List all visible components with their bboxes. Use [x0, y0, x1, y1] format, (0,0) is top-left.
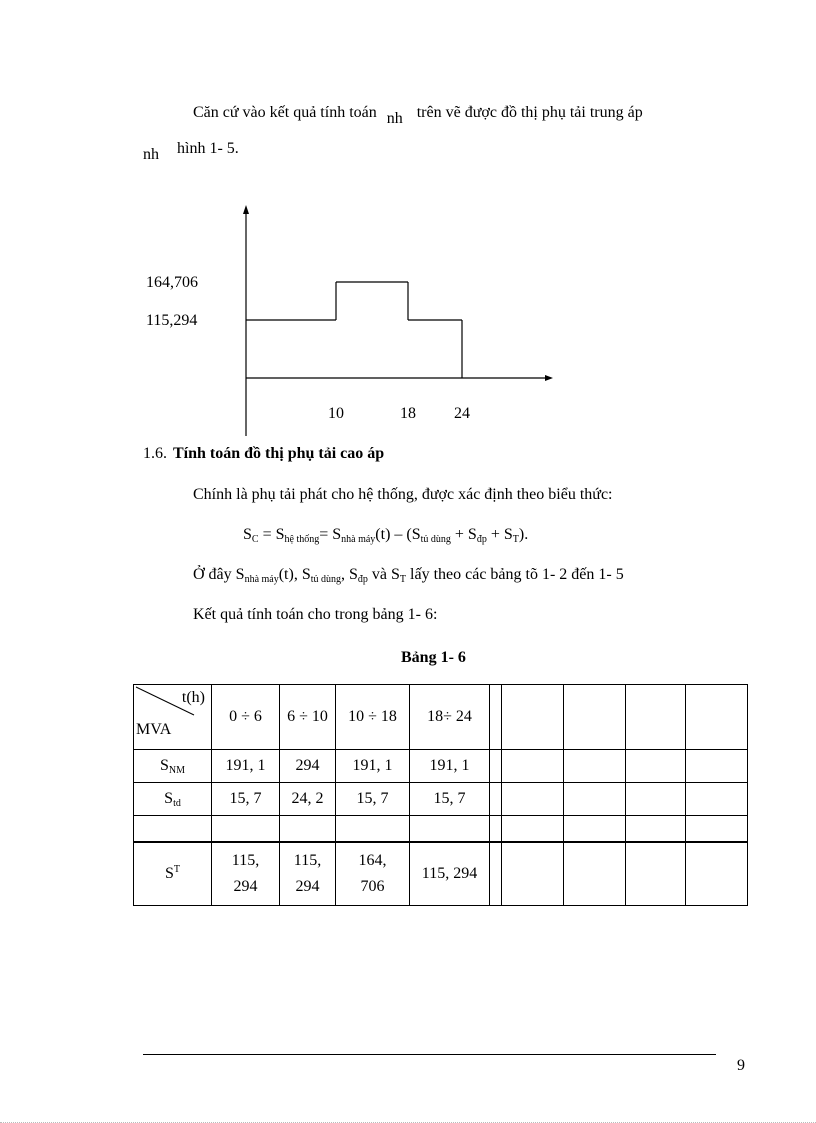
page-number: 9: [737, 1057, 745, 1074]
row-label-s: S: [164, 864, 174, 882]
y-axis-arrow: [243, 205, 249, 214]
table-cell: 15, 7: [410, 783, 490, 816]
empty-cell: [564, 816, 626, 842]
header-col-0: 0 ÷ 6: [212, 685, 280, 750]
section-heading: [143, 445, 384, 463]
empty-cell: [626, 685, 686, 750]
x-tick-label-1: 18: [400, 405, 416, 422]
cell-line-2: 706: [360, 877, 385, 895]
empty-cell: [490, 816, 502, 842]
empty-cell: [626, 816, 686, 842]
empty-cell: [564, 750, 626, 783]
empty-cell: [212, 816, 280, 842]
empty-cell: [626, 750, 686, 783]
table-cell: [212, 842, 280, 906]
section-number: 1.6.: [143, 445, 167, 462]
header-col-1: 6 ÷ 10: [280, 685, 336, 750]
empty-cell: [564, 685, 626, 750]
cell-line-1: 164,: [358, 851, 387, 869]
table-cell: 191, 1: [212, 750, 280, 783]
empty-cell: [336, 816, 410, 842]
cell-line-2: 294: [233, 877, 258, 895]
formula-s: S: [243, 526, 252, 543]
paragraph-1: Chính là phụ tải phát cho hệ thống, được xác định theo biểu thức:: [193, 486, 613, 503]
load-table: [133, 684, 748, 906]
empty-cell: [502, 685, 564, 750]
formula-part-1: = S: [258, 526, 285, 543]
row-label-s: S: [159, 757, 169, 774]
para2-a: Ở đây S: [193, 566, 245, 583]
empty-cell: [280, 816, 336, 842]
empty-cell: [490, 842, 502, 906]
header-mva-label: MVA: [136, 721, 172, 738]
table-cell: 15, 7: [336, 783, 410, 816]
row-label-s: S: [164, 790, 174, 807]
table-cell: 191, 1: [336, 750, 410, 783]
table-row-st: [134, 842, 748, 906]
formula-sub-c: C: [251, 534, 259, 545]
empty-cell: [490, 685, 502, 750]
formula-part-5: + S: [486, 526, 513, 543]
table-cell: [410, 842, 490, 906]
formula-sub-nha-may: nhà máy: [341, 534, 376, 545]
formula-part-3: (t) – (S: [375, 526, 421, 543]
x-tick-label-2: 24: [454, 405, 470, 422]
formula-part-2: = S: [319, 526, 342, 543]
table-row-std: [134, 783, 748, 816]
intro-subscript-nh-2: nh: [143, 146, 159, 163]
empty-cell: [686, 842, 748, 906]
table-cell: [280, 842, 336, 906]
row-label-sub: NM: [168, 765, 186, 776]
row-label: [134, 842, 212, 906]
table-cell: [336, 842, 410, 906]
empty-cell: [626, 842, 686, 906]
formula-sub-tu-dung: tủ dùng: [420, 534, 451, 545]
table-cell: 15, 7: [212, 783, 280, 816]
empty-cell: [490, 750, 502, 783]
para2-d: và S: [367, 566, 400, 583]
empty-cell: [410, 816, 490, 842]
para2-sub-dp: đp: [357, 574, 368, 585]
intro-text-figure-ref: hình 1- 5.: [177, 140, 239, 157]
formula-sub-dp: đp: [476, 534, 487, 545]
header-time-label: t(h): [181, 689, 205, 706]
footer-rule: [143, 1054, 716, 1055]
y-tick-label-1: 115,294: [146, 312, 198, 329]
table-cell: 24, 2: [280, 783, 336, 816]
row-label-sup: T: [173, 863, 180, 875]
para2-sub-nha-may: nhà máy: [244, 574, 279, 585]
header-col-3: 18÷ 24: [410, 685, 490, 750]
paragraph-3: Kết quả tính toán cho trong bảng 1- 6:: [193, 606, 438, 623]
row-label: [134, 750, 212, 783]
table-header-row: [134, 685, 748, 750]
empty-cell: [686, 816, 748, 842]
empty-cell: [502, 816, 564, 842]
y-tick-label-0: 164,706: [146, 274, 198, 291]
empty-cell: [564, 783, 626, 816]
empty-cell: [564, 842, 626, 906]
table-row-empty: [134, 816, 748, 842]
para2-b: (t), S: [278, 566, 311, 583]
formula: [243, 526, 528, 544]
empty-cell: [626, 783, 686, 816]
intro-text-a: Căn cứ vào kết quả tính toán: [193, 104, 377, 121]
empty-cell: [490, 783, 502, 816]
paragraph-2: [193, 566, 624, 584]
para2-e: lấy theo các bảng tõ 1- 2 đến 1- 5: [406, 566, 624, 583]
table-row-snm: [134, 750, 748, 783]
x-axis-arrow: [545, 375, 553, 381]
para2-sub-t: T: [399, 574, 407, 585]
table-cell: 191, 1: [410, 750, 490, 783]
intro-subscript-nh: nh: [386, 110, 403, 127]
header-corner-cell: [134, 685, 212, 750]
section-title: Tính toán đồ thị phụ tải cao áp: [173, 445, 385, 462]
empty-cell: [686, 685, 748, 750]
formula-sub-he-thong: hệ thống: [284, 534, 320, 545]
empty-cell: [134, 816, 212, 842]
empty-cell: [502, 783, 564, 816]
intro-text-b: trên vẽ được đồ thị phụ tải trung áp: [416, 104, 643, 121]
cell-line-1: 115,: [231, 851, 260, 869]
formula-part-6: ).: [518, 526, 529, 543]
formula-part-4: + S: [450, 526, 477, 543]
load-step-chart: [0, 0, 816, 440]
empty-cell: [686, 750, 748, 783]
table-caption: Bảng 1- 6: [401, 649, 466, 666]
row-label-sub: td: [173, 798, 181, 809]
cell-line-1: 115,: [293, 851, 322, 869]
empty-cell: [502, 750, 564, 783]
cell-line-1: 115, 294: [421, 864, 478, 882]
table-cell: 294: [280, 750, 336, 783]
empty-cell: [686, 783, 748, 816]
formula-sub-t: T: [512, 534, 519, 545]
para2-c: , S: [341, 566, 358, 583]
header-col-2: 10 ÷ 18: [336, 685, 410, 750]
cell-line-2: 294: [295, 877, 320, 895]
empty-cell: [502, 842, 564, 906]
x-tick-label-0: 10: [328, 405, 344, 422]
row-label: [134, 783, 212, 816]
para2-sub-tu-dung: tủ dùng: [310, 574, 341, 585]
